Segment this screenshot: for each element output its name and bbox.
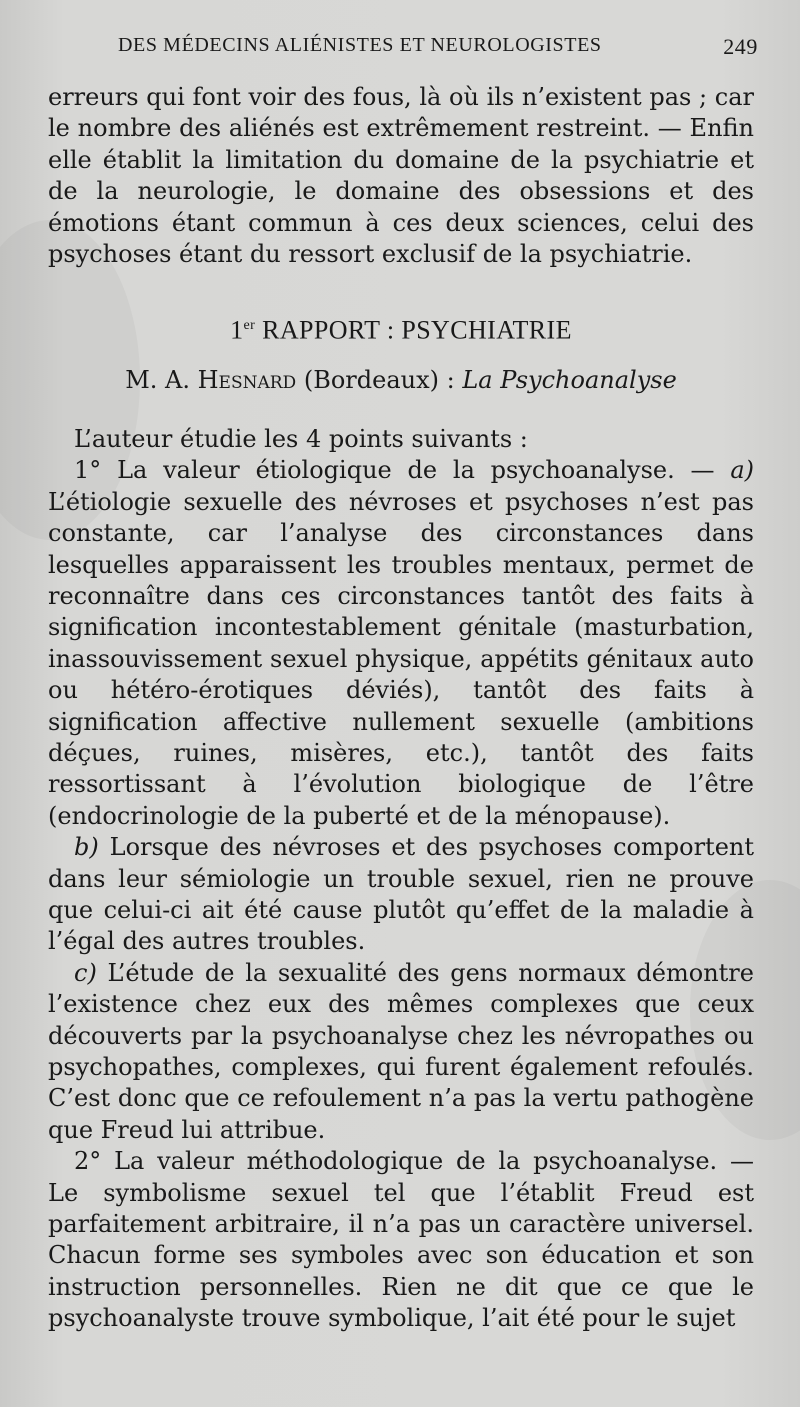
point-1b-paragraph (48, 832, 754, 958)
author-prefix: M. A. (125, 365, 190, 394)
point-1-heading: 1° La valeur étiologique de la psychoanalyse. — (74, 456, 715, 485)
point-1c-label: c) (74, 958, 97, 987)
running-header (118, 34, 758, 66)
point-1a-text: L’étiologie sexuelle des névroses et psychoses n’est pas constante, car l’analyse des circonstances dans lesquelles apparaissent les troubles mentaux, permet de reconnaître dans ces circonstances tantôt des faits à signification incontestablement génitale (masturbation, inassouvissement sexuel physique, appétits génitaux auto ou hétéro-érotiques déviés), tantôt des faits à signification affective nullement sexuelle (ambitions déçues, ruines, misères, etc.), tantôt des faits ressortissant à l’évolution biologique de l’être (endocrinologie de la puberté et de la ménopause). (48, 487, 754, 830)
page-number: 249 (723, 34, 758, 59)
point-2-paragraph: 2° La valeur méthodologique de la psychoanalyse. — Le symbolisme sexuel tel que l’établit Freud est parfaitement arbitraire, il n’a pas un caractère universel. Chacun forme ses symboles avec son éducation et son instruction personnelles. Rien ne dit que ce que le psychoanalyste trouve symbolique, l’ait été pour le sujet (48, 1147, 754, 1333)
header-title: DES MÉDECINS ALIÉNISTES ET NEUROLOGISTES (118, 34, 602, 56)
point-1a-label: a) (730, 456, 754, 485)
author-name: Hesnard (197, 365, 297, 394)
point-1c-text: L’étude de la sexualité des gens normaux démontre l’existence chez eux des mêmes complexes que ceux découverts par la psychoanalyse chez les névropathes ou psychopathes, complexes, qui furent également refoulés. C’est donc que ce refoulement n’a pas la vertu pathogène que Freud lui attribue. (48, 958, 754, 1144)
point-1c-paragraph (48, 958, 754, 1146)
section-ordinal-suffix: er (243, 318, 256, 334)
section-heading (48, 310, 754, 346)
point-1-paragraph (48, 455, 754, 832)
work-title: La Psychoanalyse (462, 365, 677, 394)
main-text (48, 82, 754, 1335)
author-location: (Bordeaux) : (303, 365, 455, 394)
point-1b-text: Lorsque des névroses et des psychoses comportent dans leur sémiologie un trouble sexuel, rien ne prouve que celui-ci ait été cause plutôt qu’effet de la maladie à l’égal des autres troubles. (48, 833, 754, 956)
point-1b-label: b) (74, 833, 99, 862)
author-line (48, 365, 754, 396)
lead-paragraph: L’auteur étudie les 4 points suivants : (74, 424, 528, 453)
section-ordinal: 1 (230, 316, 244, 346)
intro-paragraph: erreurs qui font voir des fous, là où ils n’existent pas ; car le nombre des aliénés est extrêmement restreint. — Enfin elle établit la limitation du domaine de la psychiatrie et de la neurologie, le domaine des obsessions et des émotions étant commun à ces deux sciences, celui des psychoses étant du ressort exclusif de la psychiatrie. (48, 83, 754, 269)
section-title: RAPPORT : PSYCHIATRIE (262, 316, 572, 346)
